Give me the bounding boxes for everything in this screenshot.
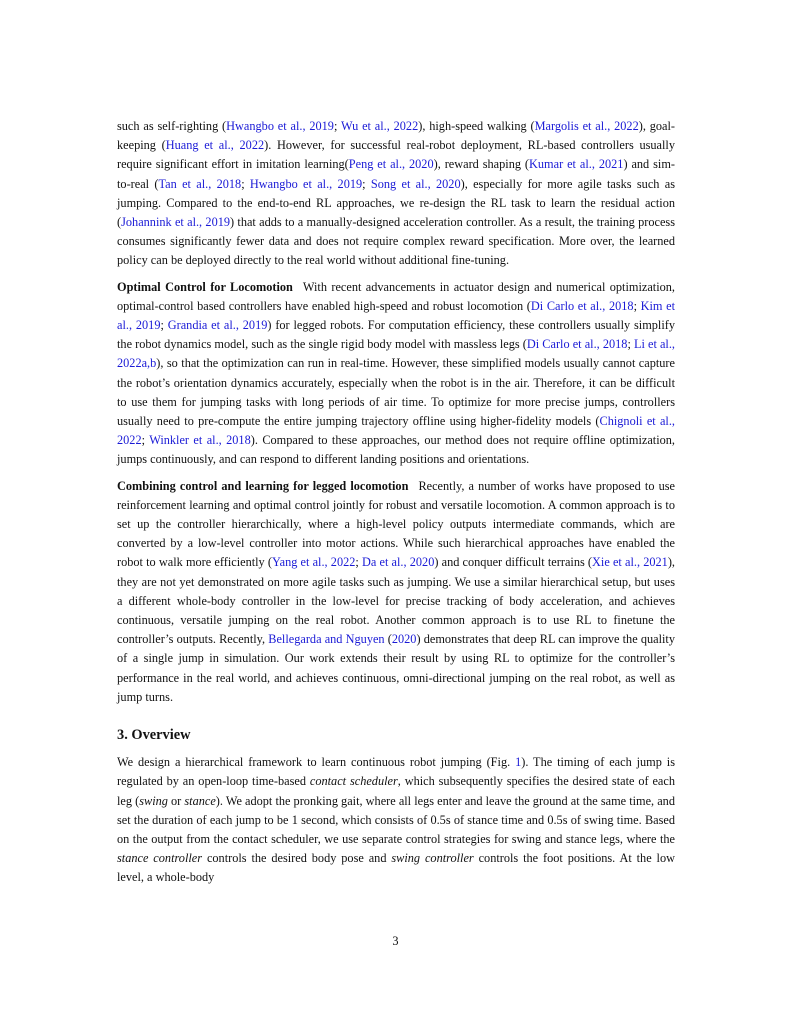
citation-link[interactable]: Di Carlo et al., 2018 [530,298,634,313]
citation-link[interactable]: Winkler et al., 2018 [149,433,251,448]
page-number: 3 [392,934,399,948]
text-run: controls the foot positions. At the low level, a whole-body [117,851,676,885]
optimal-control-heading: Optimal Control for Locomotion [117,279,293,294]
intro-paragraph [117,117,675,271]
text-run: or [167,793,185,808]
text-run: Recently, a number of works have proposed to use reinforcement learning and optimal control jointly for robust and versatile locomotion. A common approach is to set up the controller hierarchically, where a high-level policy outputs intermediate commands, which are converted by a low-level controller into motor actions. While such hierarchical approaches have enabled the robot to walk more efficiently ( [117,478,675,570]
emphasis-text: stance controller [117,851,203,866]
citation-link[interactable]: 2020 [391,632,417,647]
text-run: ). We adopt the pronking gait, where all legs enter and leave the ground at the same time, and set the duration of each jump to be 1 second, which consists of 0.5s of stance time and 0.5s of swing time. Based on the output from the contact scheduler, we use separate control strategies for swing and stance legs, where the [117,793,675,846]
combining-paragraph [117,477,675,707]
text-run: ). The timing of each jump is regulated by an open-loop time-based [117,755,675,789]
citation-link[interactable]: Tan et al., 2018 [158,176,242,191]
text-run: ; [362,176,371,191]
text-run: ). Compared to these approaches, our method does not require offline optimization, jumps continuously, and can respond to different landing positions and orientations. [117,433,675,467]
citation-link[interactable]: Grandia et al., 2019 [167,318,268,333]
citation-link[interactable]: Yang et al., 2022 [271,555,356,570]
text-run: ). However, for successful real-robot deployment, RL-based controllers usually require significant effort in imitation learning( [117,138,675,172]
combining-body [117,479,675,704]
section-title: 3. Overview [117,727,191,744]
citation-link[interactable]: 1 [515,755,522,770]
text-run: ( [384,632,392,647]
optimal-control-body [117,280,675,467]
text-run: ), high-speed walking ( [418,119,535,133]
text-run: controls the desired body pose and [202,851,392,866]
citation-link[interactable]: Song et al., 2020 [370,176,461,191]
text-run: ) that adds to a manually-designed acceleration controller. As a result, the training process consumes significantly fewer data and does not require complex reward specification. More over, the learned policy can be deployed directly to the real world without additional fine-tuning. [117,215,675,268]
text-run: ; [633,298,641,313]
citation-link[interactable]: Kumar et al., 2021 [529,157,624,172]
text-run: ) and conquer difficult terrains ( [434,555,593,570]
citation-link[interactable]: Di Carlo et al., 2018 [526,337,628,352]
emphasis-text: contact scheduler [309,774,398,789]
citation-link[interactable]: Kim et al., 2019 [117,298,676,333]
text-run: ), so that the optimization can run in real-time. However, these simplified models usually cannot capture the robot’s orientation dynamics accurately, especially when the robot is in the air. Therefore, it can be difficult to use them for jumping tasks with long periods of air time. To optimize for more precise jumps, controllers usually need to pre-compute the entire jumping trajectory offline using higher-fidelity models ( [117,356,675,429]
text-run: ) and sim-to-real ( [117,157,675,191]
citation-link[interactable]: Margolis et al., 2022 [534,119,639,133]
text-run: ), goal-keeping ( [117,119,675,153]
text-run: ), especially for more agile tasks such as jumping. Compared to the end-to-end RL approaches, we re-design the RL task to learn the residual action ( [117,176,675,230]
citation-link[interactable]: Bellegarda and Nguyen [268,632,385,647]
emphasis-text: swing [139,793,168,808]
paper-page [117,117,675,888]
text-run: ; [627,337,634,352]
text-run: ), reward shaping ( [433,157,530,172]
text-run: ; [141,433,150,448]
text-run: With recent advancements in actuator design and numerical optimization, optimal-control based controllers have enabled high-speed and robust locomotion ( [117,279,675,313]
combining-heading: Combining control and learning for legged locomotion [117,478,409,493]
text-run: ) for legged robots. For computation efficiency, these controllers usually simplify the robot dynamics model, such as the single rigid body model with massless legs ( [117,318,675,352]
citation-link[interactable]: Li et al., 2022a,b [117,337,676,371]
overview-paragraph [117,753,675,887]
citation-link[interactable]: Hwangbo et al., 2019 [226,119,334,133]
citation-link[interactable]: Wu et al., 2022 [340,119,419,133]
text-run: , which subsequently specifies the desired state of each leg ( [117,774,675,808]
text-run: ; [241,176,250,191]
citation-link[interactable]: Da et al., 2020 [361,555,435,570]
text-run: ) demonstrates that deep RL can improve the quality of a single jump in simulation. Our work extends their result by using RL to optimize for the controller’s performance in the real world, and achieves continuous, omni-directional jumping on the real robot, as well as jump turns. [117,632,675,704]
emphasis-text: stance [184,793,216,808]
text-run: ), they are not yet demonstrated on more agile tasks such as jumping. We use a similar hierarchical setup, but uses a different whole-body controller in the low-level for precise tracking of body acceleration, and achieves continuous, versatile jumping on the real robot. Another common approach is to use RL to finetune the controller’s outputs. Recently, [117,555,675,647]
text-run: ; [355,555,362,570]
citation-link[interactable]: Chignoli et al., 2022 [117,414,675,448]
citation-link[interactable]: Johannink et al., 2019 [121,215,231,230]
text-run: ; [160,318,168,333]
emphasis-text: swing controller [391,851,474,866]
citation-link[interactable]: Xie et al., 2021 [592,555,668,570]
text-run: ; [333,119,341,133]
text-run: such as self-righting ( [117,119,227,133]
citation-link[interactable]: Hwangbo et al., 2019 [249,176,363,191]
citation-link[interactable]: Huang et al., 2022 [165,138,265,153]
text-run: We design a hierarchical framework to learn continuous robot jumping (Fig. [117,755,516,770]
citation-link[interactable]: Peng et al., 2020 [348,157,434,172]
optimal-control-paragraph [117,278,675,470]
